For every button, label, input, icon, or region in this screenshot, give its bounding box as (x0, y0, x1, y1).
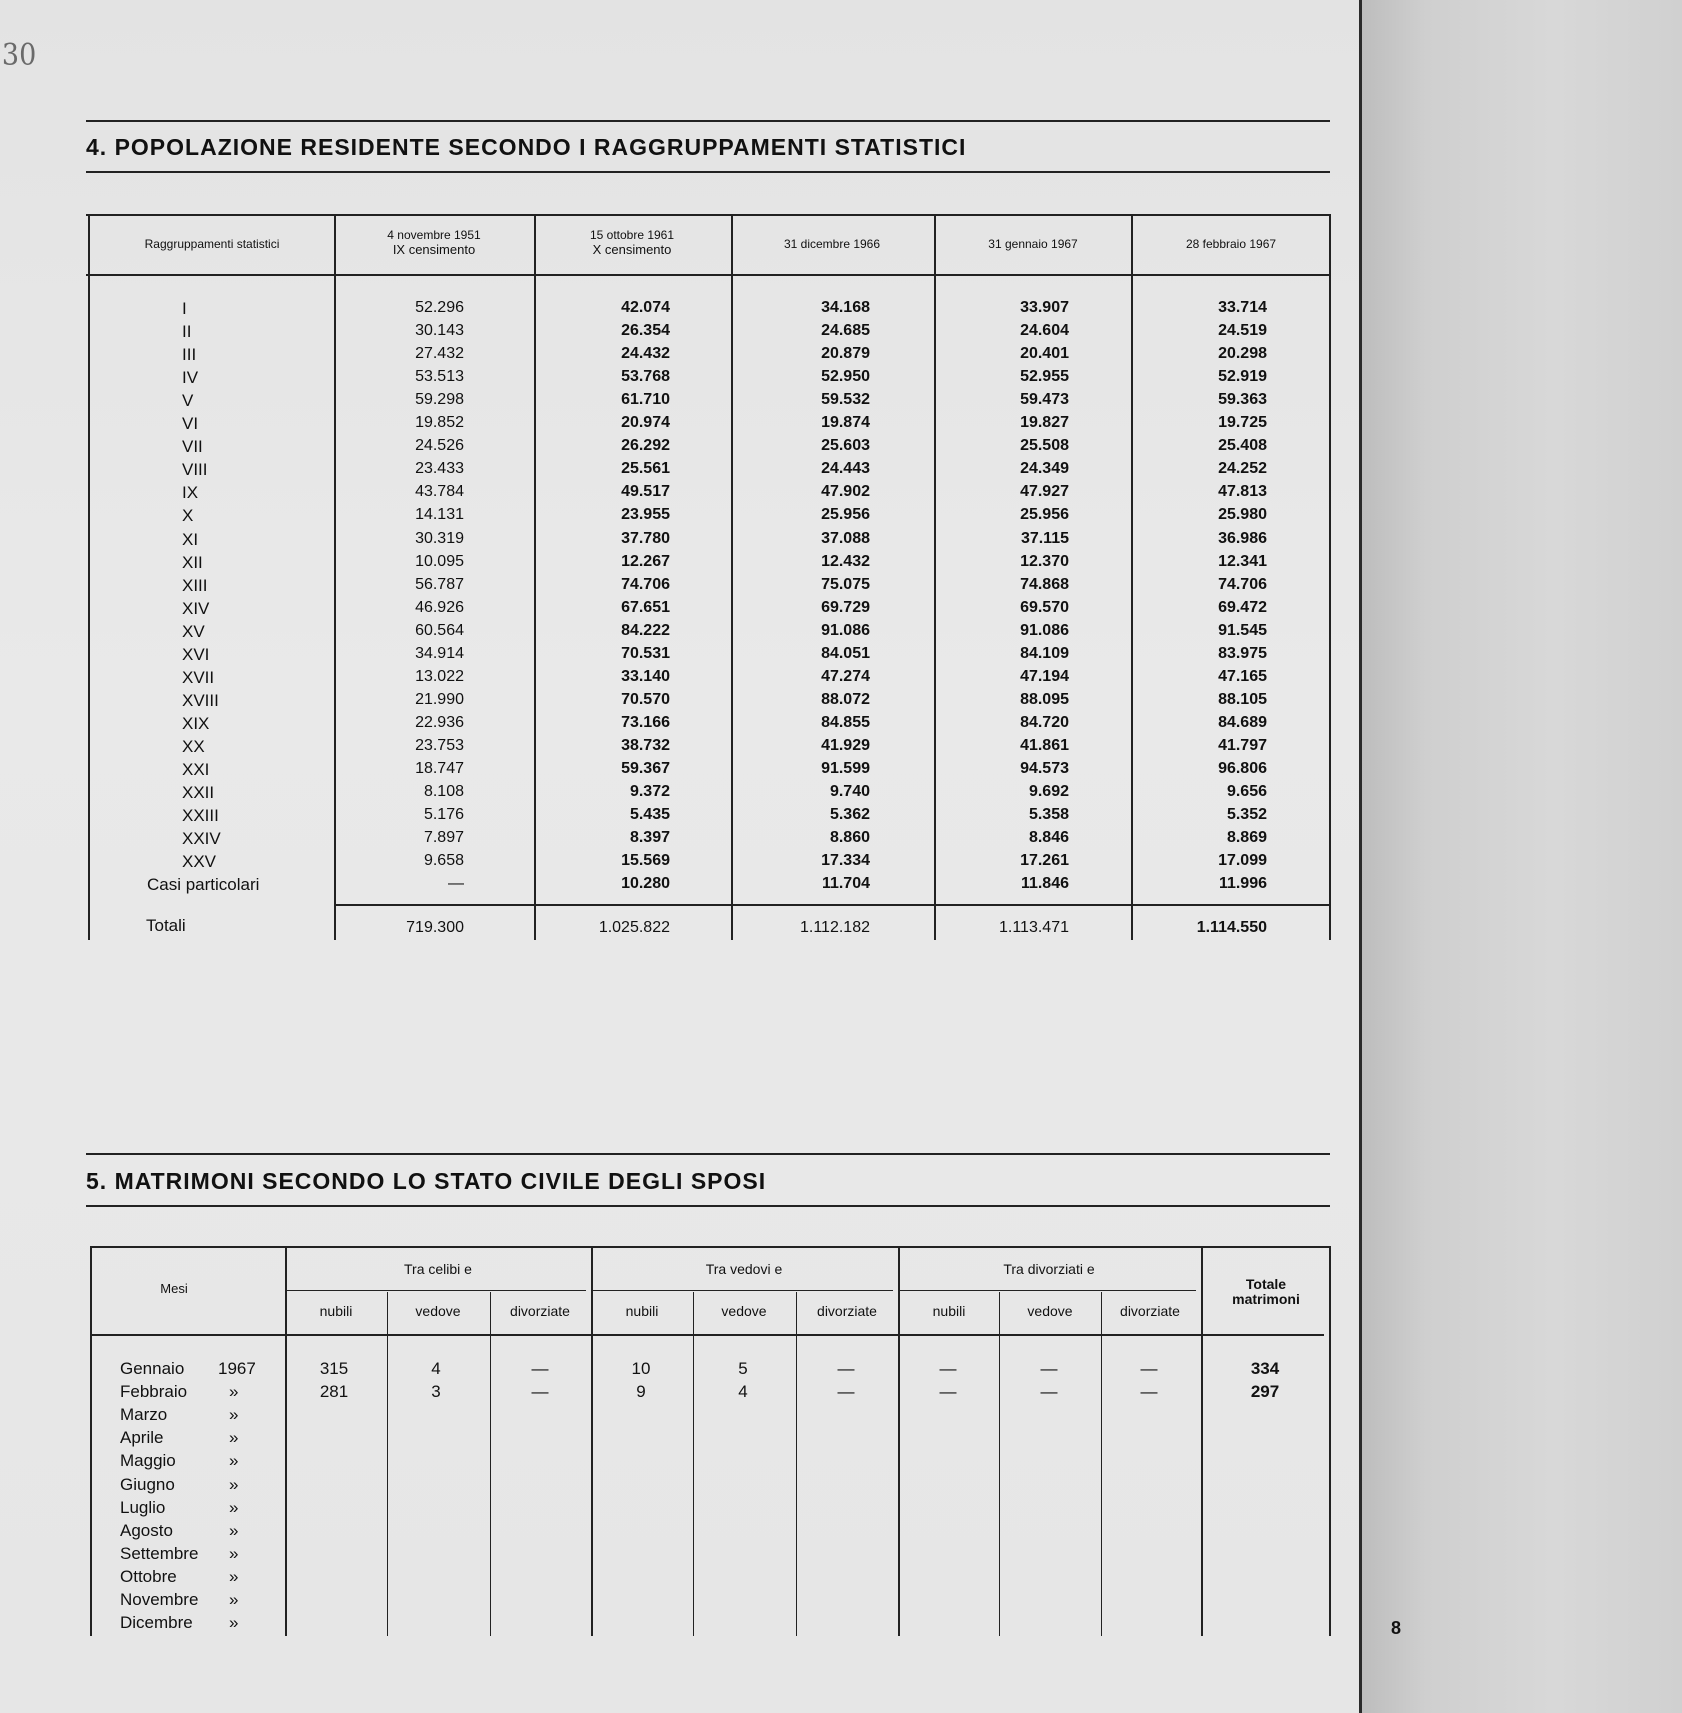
table-cell: 315 (319, 1359, 349, 1378)
subcolumn-separator (1101, 1292, 1102, 1636)
total-header: Totale matrimoni (1232, 1276, 1300, 1307)
table-cell: 5.176 (423, 806, 464, 824)
table-cell: 19.827 (1020, 414, 1069, 432)
subcolumn-header: vedove (415, 1303, 461, 1319)
row-label: VII (182, 437, 203, 457)
table-cell: 5.352 (1226, 806, 1267, 824)
table-cell: 37.088 (821, 529, 870, 547)
table-cell: 37.115 (1020, 529, 1069, 547)
table-cell: 11.704 (821, 875, 870, 893)
row-label: XXIV (182, 829, 221, 849)
table-cell: 91.545 (1218, 621, 1267, 639)
totals-cell: 1.025.822 (598, 919, 670, 936)
table-top-border (90, 1246, 1330, 1248)
table-cell: 56.787 (415, 575, 464, 593)
table-cell: 43.784 (415, 483, 464, 501)
table-cell: 25.980 (1218, 506, 1267, 524)
table-cell: 10 (631, 1359, 651, 1378)
table-cell: 25.408 (1218, 437, 1267, 455)
table-cell: 8.846 (1028, 829, 1069, 847)
table-top-border (86, 214, 1330, 216)
table-cell: 30.143 (415, 322, 464, 340)
subcolumn-header: divorziate (510, 1303, 570, 1319)
table-cell: 17.261 (1020, 852, 1069, 870)
table-cell: 33.140 (621, 667, 670, 685)
ditto-mark: » (229, 1613, 239, 1633)
table-cell: — (939, 1382, 957, 1402)
table-cell: 84.222 (621, 621, 670, 639)
table-cell: 42.074 (621, 299, 670, 316)
ditto-mark: » (229, 1405, 239, 1425)
table-cell: 96.806 (1218, 760, 1267, 777)
table-cell: 12.267 (621, 552, 670, 570)
table-cell: 19.725 (1218, 414, 1267, 432)
page-number: 8 (1391, 1618, 1402, 1638)
subcolumn-header: nubili (625, 1303, 659, 1319)
table-cell: 84.855 (821, 713, 870, 731)
row-label: XXIII (182, 806, 219, 826)
title-rule-top (86, 120, 1330, 122)
table-cell: 94.573 (1020, 760, 1069, 777)
table-cell: 59.363 (1218, 391, 1267, 409)
table-cell: 88.095 (1020, 690, 1069, 708)
table-cell: 7.897 (423, 829, 464, 847)
group-underline (593, 1290, 893, 1291)
table-cell: 9 (636, 1382, 646, 1402)
column-separator (90, 1246, 92, 1636)
table-cell: 75.075 (821, 575, 870, 593)
table-cell: 84.051 (821, 644, 870, 662)
table-cell: 9.372 (629, 783, 670, 801)
table-cell: — (837, 1382, 855, 1402)
table-cell: 83.975 (1218, 644, 1267, 662)
column-header-subtitle: X censimento (592, 242, 672, 257)
table-cell: 59.367 (621, 760, 670, 777)
row-label: I (182, 299, 187, 318)
table-cell: 26.292 (621, 437, 670, 455)
table-cell: 24.432 (621, 345, 670, 363)
month-label: Marzo (120, 1405, 168, 1425)
table-cell: 33.714 (1218, 299, 1267, 316)
table-cell: 8.397 (629, 829, 670, 847)
table-cell: 10.280 (621, 875, 670, 893)
table-cell: 5.435 (629, 806, 670, 824)
table-cell: 41.797 (1218, 736, 1267, 754)
table-cell: 46.926 (415, 598, 464, 616)
table-cell: 24.685 (821, 322, 870, 340)
column-separator (534, 214, 536, 940)
table-cell: 47.165 (1218, 667, 1267, 685)
table-cell: 25.603 (821, 437, 870, 455)
table-cell: 69.472 (1218, 598, 1267, 616)
totals-cell: 1.113.471 (999, 919, 1069, 936)
table-cell: 24.519 (1218, 322, 1267, 340)
table-cell: 9.656 (1226, 783, 1267, 801)
table-cell: 25.956 (821, 506, 870, 524)
table-cell: 5 (738, 1359, 748, 1378)
totals-cell: 1.114.550 (1196, 919, 1267, 936)
column-header: Raggruppamenti statistici (144, 237, 280, 251)
column-separator (591, 1246, 593, 1636)
column-separator (1131, 214, 1133, 940)
table-cell: 22.936 (415, 713, 464, 731)
row-label: XII (182, 552, 203, 572)
column-separator (731, 214, 733, 940)
month-label: Febbraio (120, 1382, 188, 1402)
table-cell: 41.861 (1020, 736, 1069, 754)
table-cell: — (1040, 1359, 1058, 1378)
row-label: II (182, 322, 192, 342)
row-label: XVI (182, 644, 210, 664)
title-rule-bottom (86, 1205, 1330, 1207)
table-cell: 91.086 (821, 621, 870, 639)
column-separator (898, 1246, 900, 1636)
month-label: Settembre (120, 1543, 199, 1563)
table-cell: 84.720 (1020, 713, 1069, 731)
table-cell: 20.401 (1020, 345, 1069, 363)
subcolumn-separator (490, 1292, 491, 1636)
table-cell: 3 (431, 1382, 441, 1402)
ditto-mark: » (229, 1382, 239, 1402)
month-label: Ottobre (120, 1566, 177, 1586)
table-cell: 17.099 (1218, 852, 1267, 870)
column-separator (285, 1246, 287, 1636)
table-cell: 19.874 (821, 414, 870, 432)
column-separator (934, 214, 936, 940)
table-cell: 70.531 (621, 644, 670, 662)
corner-handwritten-note: 30 (1, 38, 37, 73)
table-cell: 8.860 (829, 829, 870, 847)
table-cell: 297 (1250, 1382, 1280, 1402)
subcolumn-header: vedove (1027, 1303, 1073, 1319)
table-cell: 36.986 (1218, 529, 1267, 547)
table-cell: 20.879 (821, 345, 870, 363)
ditto-mark: » (229, 1451, 239, 1471)
subcolumn-header: divorziate (1120, 1303, 1180, 1319)
table-cell: 20.298 (1218, 345, 1267, 363)
table-cell: 34.168 (821, 299, 870, 316)
table-cell: 9.692 (1028, 783, 1069, 801)
table-cell: 91.086 (1020, 621, 1069, 639)
table-cell: 9.740 (829, 783, 870, 801)
months-header: Mesi (160, 1281, 188, 1296)
table-cell: 19.852 (415, 414, 464, 432)
table-cell: 5.358 (1028, 806, 1069, 824)
table-cell: 5.362 (829, 806, 870, 824)
header-rule (90, 1334, 1324, 1336)
table-cell: 12.341 (1218, 552, 1267, 570)
ditto-mark: » (229, 1428, 239, 1448)
table-cell: 41.929 (821, 736, 870, 754)
subcolumn-separator (693, 1292, 694, 1636)
table-cell: 14.131 (415, 506, 464, 524)
table-cell: 24.604 (1020, 322, 1069, 340)
ditto-mark: » (229, 1590, 239, 1609)
table-cell: 24.349 (1020, 460, 1069, 478)
column-separator (1329, 214, 1331, 940)
column-header: 4 novembre 1951 (387, 228, 481, 242)
ditto-mark: » (229, 1566, 239, 1586)
header-rule (86, 274, 1330, 276)
column-header: 31 dicembre 1966 (783, 237, 881, 251)
column-separator (1201, 1246, 1203, 1636)
table-cell: 47.274 (821, 667, 870, 685)
table-cell: 24.443 (821, 460, 870, 478)
page-edge-line (1359, 0, 1362, 1713)
column-separator (1329, 1246, 1331, 1636)
subcolumn-separator (387, 1292, 388, 1636)
month-label: Dicembre (120, 1613, 193, 1633)
table-cell: — (1040, 1382, 1058, 1402)
table-cell: 17.334 (821, 852, 870, 870)
table-cell: 13.022 (415, 667, 464, 685)
table-cell: 27.432 (415, 345, 464, 363)
table-cell: 69.570 (1020, 598, 1069, 616)
table-cell: 84.109 (1020, 644, 1069, 662)
group-header: Tra vedovi e (705, 1261, 783, 1277)
title-rule-top (86, 1153, 1330, 1155)
month-label: Maggio (120, 1451, 176, 1471)
ditto-mark: » (229, 1543, 239, 1563)
table-cell: 59.298 (415, 391, 464, 409)
table-4-title: 4. POPOLAZIONE RESIDENTE SECONDO I RAGGRUPPAMENTI STATISTICI (86, 134, 967, 160)
table-cell: 4 (431, 1359, 441, 1378)
table-cell: 47.813 (1218, 483, 1267, 501)
subcolumn-separator (999, 1292, 1000, 1636)
row-label: IV (182, 368, 199, 388)
row-label: VI (182, 414, 199, 434)
column-separator (334, 214, 336, 940)
row-label: X (182, 506, 194, 526)
table-cell: 11.996 (1218, 875, 1267, 893)
totals-cell: 1.112.182 (800, 919, 870, 936)
table-cell: 281 (319, 1382, 349, 1402)
table-cell: — (531, 1359, 549, 1378)
table-cell: 88.105 (1218, 690, 1267, 708)
column-separator (88, 214, 90, 940)
table-cell: 47.902 (821, 483, 870, 501)
row-label: XI (182, 529, 199, 549)
row-label: Casi particolari (147, 875, 260, 895)
table-cell: 37.780 (621, 529, 670, 547)
month-label: Agosto (120, 1520, 173, 1540)
table-cell: 74.706 (621, 575, 670, 593)
row-label: VIII (182, 460, 208, 480)
ditto-mark: » (229, 1497, 239, 1517)
table-cell: 60.564 (415, 621, 464, 639)
table-cell: — (1140, 1382, 1158, 1402)
row-label: XX (182, 736, 205, 756)
group-underline (900, 1290, 1196, 1291)
column-header: 15 ottobre 1961 (589, 228, 675, 242)
table-cell: — (531, 1382, 549, 1402)
table-cell: 334 (1250, 1359, 1280, 1378)
totals-label: Totali (146, 916, 186, 935)
month-label: Aprile (120, 1428, 164, 1448)
table-cell: 53.513 (415, 368, 464, 386)
table-cell: 24.526 (415, 437, 464, 455)
totals-cell: 719.300 (406, 919, 464, 936)
row-label: XVII (182, 667, 215, 687)
totals-rule (334, 904, 1330, 906)
table-cell: 47.927 (1020, 483, 1069, 501)
table-cell: 34.914 (415, 644, 464, 662)
subcolumn-header: vedove (721, 1303, 767, 1319)
group-header: Tra divorziati e (1003, 1261, 1095, 1277)
row-label: XXV (182, 852, 217, 872)
month-label: Gennaio (120, 1359, 185, 1378)
table-cell: 18.747 (415, 760, 464, 777)
table-cell: 52.955 (1020, 368, 1069, 386)
table-cell: 8.869 (1226, 829, 1267, 847)
year-label: 1967 (218, 1359, 256, 1378)
table-cell: 91.599 (821, 760, 870, 777)
ditto-mark: » (229, 1474, 239, 1494)
group-underline (287, 1290, 586, 1291)
row-label: III (182, 345, 197, 365)
ditto-mark: » (229, 1520, 239, 1540)
table-cell: — (837, 1359, 855, 1378)
column-header: 28 febbraio 1967 (1185, 237, 1277, 251)
table-cell: 24.252 (1218, 460, 1267, 478)
table-cell: 74.868 (1020, 575, 1069, 593)
table-cell: 74.706 (1218, 575, 1267, 593)
table-cell: — (1140, 1359, 1158, 1378)
table-cell: 9.658 (423, 852, 464, 870)
row-label: XIV (182, 598, 210, 618)
subcolumn-header: nubili (932, 1303, 966, 1319)
table-cell: 8.108 (423, 783, 464, 801)
table-cell: 59.532 (821, 391, 870, 409)
table-cell: 69.729 (821, 598, 870, 616)
table-cell: 12.370 (1020, 552, 1069, 570)
table-cell: 23.955 (621, 506, 670, 524)
table-5-title: 5. MATRIMONI SECONDO LO STATO CIVILE DEGLI SPOSI (86, 1168, 767, 1194)
adjacent-page-strip (1362, 0, 1682, 1713)
row-label: XXI (182, 760, 210, 779)
table-cell: 52.919 (1218, 368, 1267, 386)
table-cell: 26.354 (621, 322, 670, 340)
table-cell: 23.433 (415, 460, 464, 478)
subcolumn-header: divorziate (817, 1303, 877, 1319)
row-label: XIX (182, 713, 210, 733)
subcolumn-separator (796, 1292, 797, 1636)
table-cell: 59.473 (1020, 391, 1069, 409)
table-cell: 52.950 (821, 368, 870, 386)
table-cell: 12.432 (821, 552, 870, 570)
table-cell: 20.974 (621, 414, 670, 432)
column-header: 31 gennaio 1967 (988, 237, 1078, 251)
table-cell: 84.689 (1218, 713, 1267, 731)
table-cell: 47.194 (1020, 667, 1069, 685)
month-label: Giugno (120, 1474, 175, 1494)
title-rule-bottom (86, 171, 1330, 173)
month-label: Luglio (120, 1497, 166, 1517)
table-cell: 21.990 (415, 690, 464, 708)
table-cell: 11.846 (1020, 875, 1069, 893)
table-cell: 38.732 (621, 736, 670, 754)
group-header: Tra celibi e (404, 1261, 472, 1277)
row-label: XVIII (182, 690, 219, 710)
table-cell: 52.296 (415, 299, 464, 316)
table-cell: 33.907 (1020, 299, 1069, 316)
column-header-subtitle: IX censimento (392, 242, 476, 257)
row-label: XIII (182, 575, 208, 595)
table-cell: 15.569 (621, 852, 670, 870)
table-cell: 25.508 (1020, 437, 1069, 455)
table-cell: 53.768 (621, 368, 670, 386)
month-label: Novembre (120, 1590, 199, 1609)
table-cell: 70.570 (621, 690, 670, 708)
table-cell: 10.095 (415, 552, 464, 570)
table-cell: 30.319 (415, 529, 464, 547)
row-label: XV (182, 621, 205, 641)
row-label: V (182, 391, 194, 411)
table-cell: — (448, 875, 464, 893)
row-label: IX (182, 483, 199, 503)
subcolumn-header: nubili (319, 1303, 353, 1319)
table-cell: 67.651 (621, 598, 670, 616)
table-cell: 25.956 (1020, 506, 1069, 524)
table-cell: 88.072 (821, 690, 870, 708)
table-cell: 61.710 (621, 391, 670, 409)
table-cell: 25.561 (621, 460, 670, 478)
table-cell: 49.517 (621, 483, 670, 501)
row-label: XXII (182, 783, 215, 803)
table-cell: 23.753 (415, 736, 464, 754)
table-cell: 73.166 (621, 713, 670, 731)
table-cell: — (939, 1359, 957, 1378)
table-cell: 4 (738, 1382, 748, 1402)
